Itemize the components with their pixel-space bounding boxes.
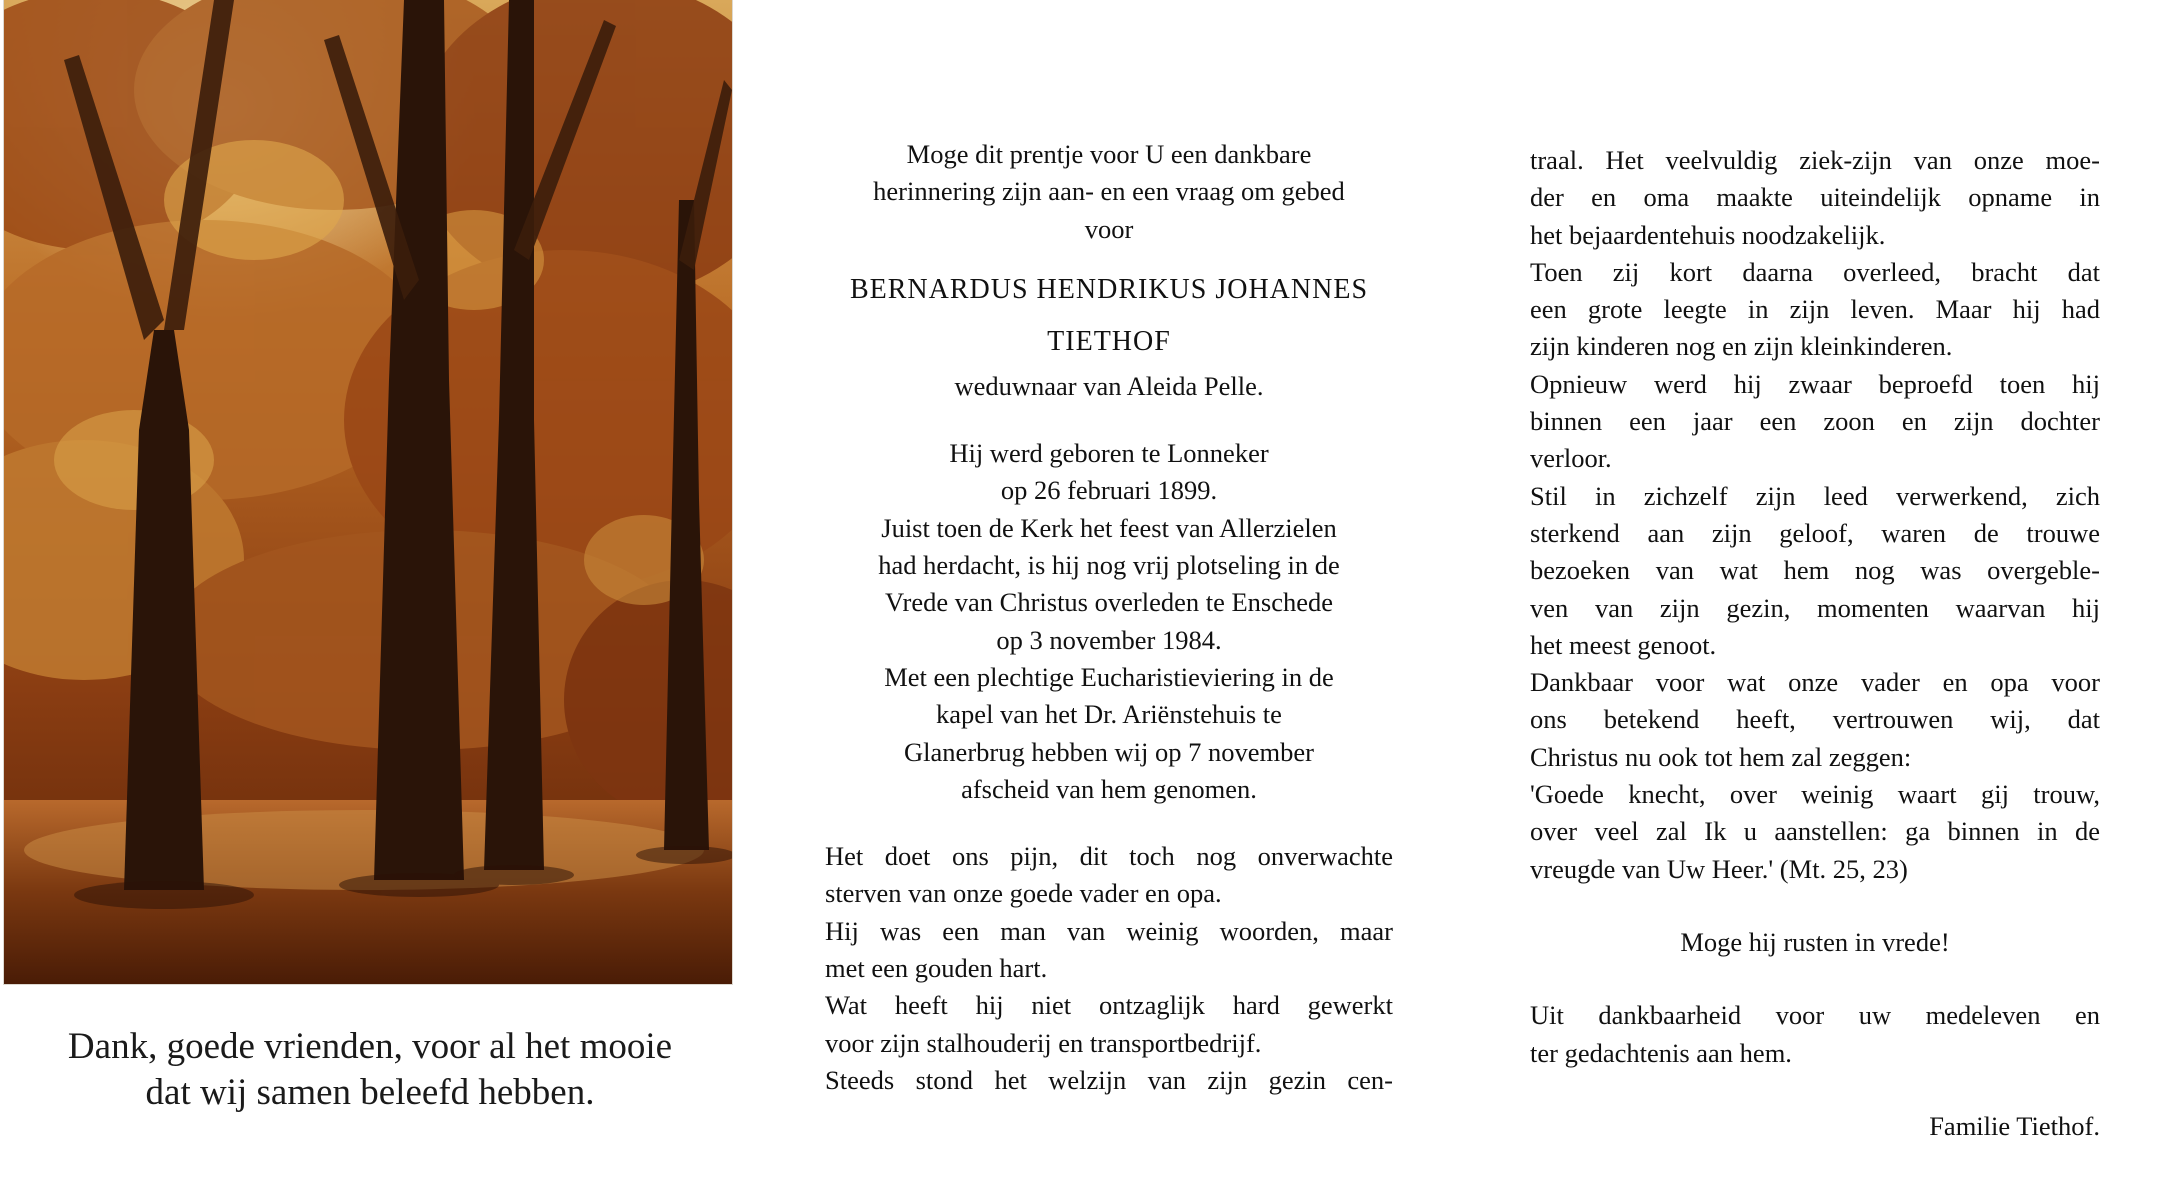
bio-line: afscheid van hem genomen. — [961, 773, 1257, 804]
right-column — [1530, 142, 2100, 1145]
text-line: voor zijn stalhouderij en transportbedrijf. — [825, 1027, 1262, 1058]
photo-caption — [0, 1024, 740, 1116]
text-line: bezoeken van wat hem nog was overgeble- — [1530, 555, 2100, 586]
text-line: met een gouden hart. — [825, 953, 1048, 984]
text-line: ven van zijn gezin, momenten waarvan hij — [1530, 592, 2100, 623]
text-line: vreugde van Uw Heer.' (Mt. 25, 23) — [1530, 853, 1908, 884]
text-line: Opnieuw werd hij zwaar beproefd toen hij — [1530, 368, 2100, 399]
bio-line: Vrede van Christus overleden te Enschede — [884, 587, 1333, 618]
bio-line: Met een plechtige Eucharistieviering in de — [884, 661, 1334, 692]
intro-line: Moge dit prentje voor U een dankbare — [906, 139, 1312, 169]
text-line: Wat heeft hij niet ontzaglijk hard gewerkt — [825, 990, 1393, 1021]
thanks-line: ter gedachtenis aan hem. — [1530, 1037, 1792, 1068]
bio-line: Hij werd geboren te Lonneker — [949, 438, 1269, 469]
text-line: het bejaardentehuis noodzakelijk. — [1530, 219, 1886, 250]
bio-line: Juist toen de Kerk het feest van Allerzielen — [881, 512, 1337, 543]
text-line: een grote leegte in zijn leven. Maar hij had — [1530, 294, 2100, 325]
text-line: sterven van onze goede vader en opa. — [825, 878, 1222, 909]
text-line: Hij was een man van weinig woorden, maar — [825, 915, 1393, 946]
widower-line: weduwnaar van Aleida Pelle. — [954, 370, 1264, 401]
bio-line: op 3 november 1984. — [996, 624, 1222, 655]
text-line: Christus nu ook tot hem zal zeggen: — [1530, 741, 1912, 772]
text-line: het meest genoot. — [1530, 629, 1717, 660]
intro-line: voor — [1084, 213, 1134, 244]
middle-column — [825, 136, 1393, 1099]
text-line: traal. Het veelvuldig ziek-zijn van onze moe- — [1530, 145, 2100, 175]
text-line: verloor. — [1530, 443, 1612, 474]
text-line: Het doet ons pijn, dit toch nog onverwachte — [825, 841, 1393, 872]
text-line: 'Goede knecht, over weinig waart gij trouw, — [1530, 779, 2100, 810]
text-line: over veel zal Ik u aanstellen: ga binnen in de — [1530, 816, 2100, 847]
thanks-line: Uit dankbaarheid voor uw medeleven en — [1530, 1000, 2100, 1031]
text-line: Toen zij kort daarna overleed, bracht dat — [1530, 256, 2100, 287]
text-line: sterkend aan zijn geloof, waren de trouwe — [1530, 517, 2100, 548]
family-signature: Familie Tiethof. — [1929, 1110, 2100, 1141]
intro-line: herinnering zijn aan- en een vraag om gebed — [873, 176, 1345, 207]
autumn-forest-photo — [4, 0, 732, 984]
text-line: Steeds stond het welzijn van zijn gezin cen- — [825, 1064, 1393, 1095]
caption-line: dat wij samen beleefd hebben. — [145, 1072, 595, 1113]
bio-line: kapel van het Dr. Ariënstehuis te — [936, 699, 1282, 730]
bio-line: op 26 februari 1899. — [1000, 475, 1218, 506]
bio-line: Glanerbrug hebben wij op 7 november — [904, 736, 1314, 767]
text-line: Stil in zichzelf zijn leed verwerkend, zich — [1530, 480, 2100, 511]
text-line: ons betekend heeft, vertrouwen wij, dat — [1530, 704, 2100, 735]
text-line: Dankbaar voor wat onze vader en opa voor — [1530, 667, 2100, 698]
text-line: binnen een jaar een zoon en zijn dochter — [1530, 406, 2100, 437]
caption-line: Dank, goede vrienden, voor al het mooie — [67, 1026, 673, 1067]
deceased-surname: TIETHOF — [1047, 325, 1171, 357]
text-line: der en oma maakte uiteindelijk opname in — [1530, 182, 2100, 213]
bio-line: had herdacht, is hij nog vrij plotseling in de — [878, 550, 1340, 581]
rest-in-peace: Moge hij rusten in vrede! — [1680, 926, 1950, 957]
text-line: zijn kinderen nog en zijn kleinkinderen. — [1530, 331, 1953, 362]
deceased-name: BERNARDUS HENDRIKUS JOHANNES — [849, 273, 1369, 305]
